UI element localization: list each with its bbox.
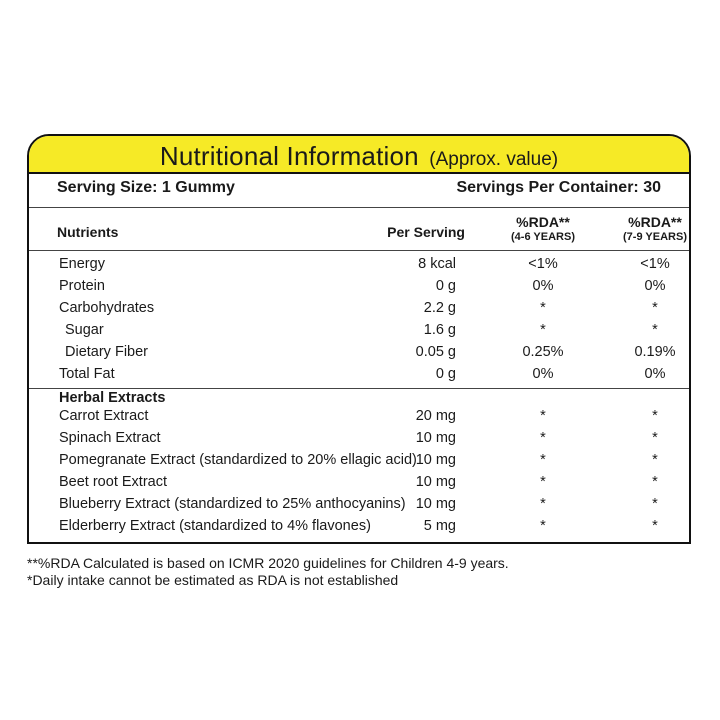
rda-7-9-value: * [652,452,658,468]
per-serving-value: 10 mg [415,430,456,446]
herbal-extracts-heading: Herbal Extracts [59,390,166,406]
per-serving-value: 0.05 g [415,344,456,360]
rda-4-6-value: * [540,496,546,512]
rda-4-6-value: * [540,452,546,468]
footnote-rda: **%RDA Calculated is based on ICMR 2020 guidelines for Children 4-9 years. [27,555,509,571]
rda-4-6-value: * [540,300,546,316]
per-serving-value: 10 mg [415,452,456,468]
header-per-serving: Per Serving [387,224,465,240]
nutrient-name: Sugar [65,322,104,338]
per-serving-value: 5 mg [423,518,456,534]
extract-name: Elderberry Extract (standardized to 4% flavones) [59,518,371,534]
rda2-age: (7-9 YEARS) [623,231,687,243]
rda2-label: %RDA** [628,214,682,230]
rda-7-9-value: <1% [640,256,670,272]
per-serving-value: 20 mg [415,408,456,424]
rda-7-9-value: * [652,474,658,490]
table-row [29,300,689,322]
rda1-label: %RDA** [516,214,570,230]
extract-name: Pomegranate Extract (standardized to 20% ellagic acid) [59,452,417,468]
title-bar [29,136,689,174]
servings-per-container: Servings Per Container: 30 [456,179,661,196]
table-row [29,430,689,452]
footnote-daily-intake: *Daily intake cannot be estimated as RDA is not established [27,572,399,588]
rda-4-6-value: 0.25% [522,344,564,360]
rda-7-9-value: * [652,322,658,338]
rda-4-6-value: * [540,474,546,490]
rda-7-9-value: 0.19% [634,344,676,360]
rda1-age: (4-6 YEARS) [511,231,575,243]
per-serving-value: 0 g [435,366,456,382]
table-row [29,452,689,474]
header-nutrients: Nutrients [57,224,119,240]
rda-4-6-value: 0% [532,366,554,382]
table-row [29,322,689,344]
rda-7-9-value: * [652,408,658,424]
table-row [29,344,689,366]
rda-4-6-value: * [540,430,546,446]
table-row [29,278,689,300]
per-serving-value: 0 g [435,278,456,294]
rda-7-9-value: * [652,300,658,316]
table-row [29,366,689,388]
table-row [29,518,689,540]
header-rda-4-6 [493,214,593,243]
nutrition-panel [27,134,691,544]
divider [29,388,689,389]
rda-4-6-value: * [540,408,546,424]
extract-name: Carrot Extract [59,408,149,424]
per-serving-value: 10 mg [415,496,456,512]
rda-7-9-value: 0% [644,278,666,294]
panel-title: Nutritional Information [159,141,419,171]
header-rda-7-9 [605,214,691,243]
table-row [29,496,689,518]
table-row [29,256,689,278]
table-row [29,408,689,430]
rda-4-6-value: * [540,518,546,534]
extract-name: Beet root Extract [59,474,167,490]
rda-7-9-value: * [652,518,658,534]
panel-subtitle: (Approx. value) [429,149,559,170]
extract-name: Spinach Extract [59,430,161,446]
per-serving-value: 8 kcal [418,256,456,272]
table-row [29,474,689,496]
rda-4-6-value: 0% [532,278,554,294]
nutrient-name: Energy [59,256,105,272]
nutrient-name: Protein [59,278,105,294]
divider [29,207,689,208]
nutrient-name: Dietary Fiber [65,344,148,360]
rda-4-6-value: <1% [528,256,558,272]
rda-7-9-value: * [652,430,658,446]
nutrient-name: Carbohydrates [59,300,155,316]
per-serving-value: 1.6 g [423,322,456,338]
extract-name: Blueberry Extract (standardized to 25% anthocyanins) [59,496,406,512]
per-serving-value: 10 mg [415,474,456,490]
serving-row [29,176,689,202]
divider [29,250,689,251]
rda-4-6-value: * [540,322,546,338]
rda-7-9-value: 0% [644,366,666,382]
serving-size: Serving Size: 1 Gummy [57,179,235,196]
rda-7-9-value: * [652,496,658,512]
nutrient-name: Total Fat [59,366,115,382]
per-serving-value: 2.2 g [423,300,456,316]
